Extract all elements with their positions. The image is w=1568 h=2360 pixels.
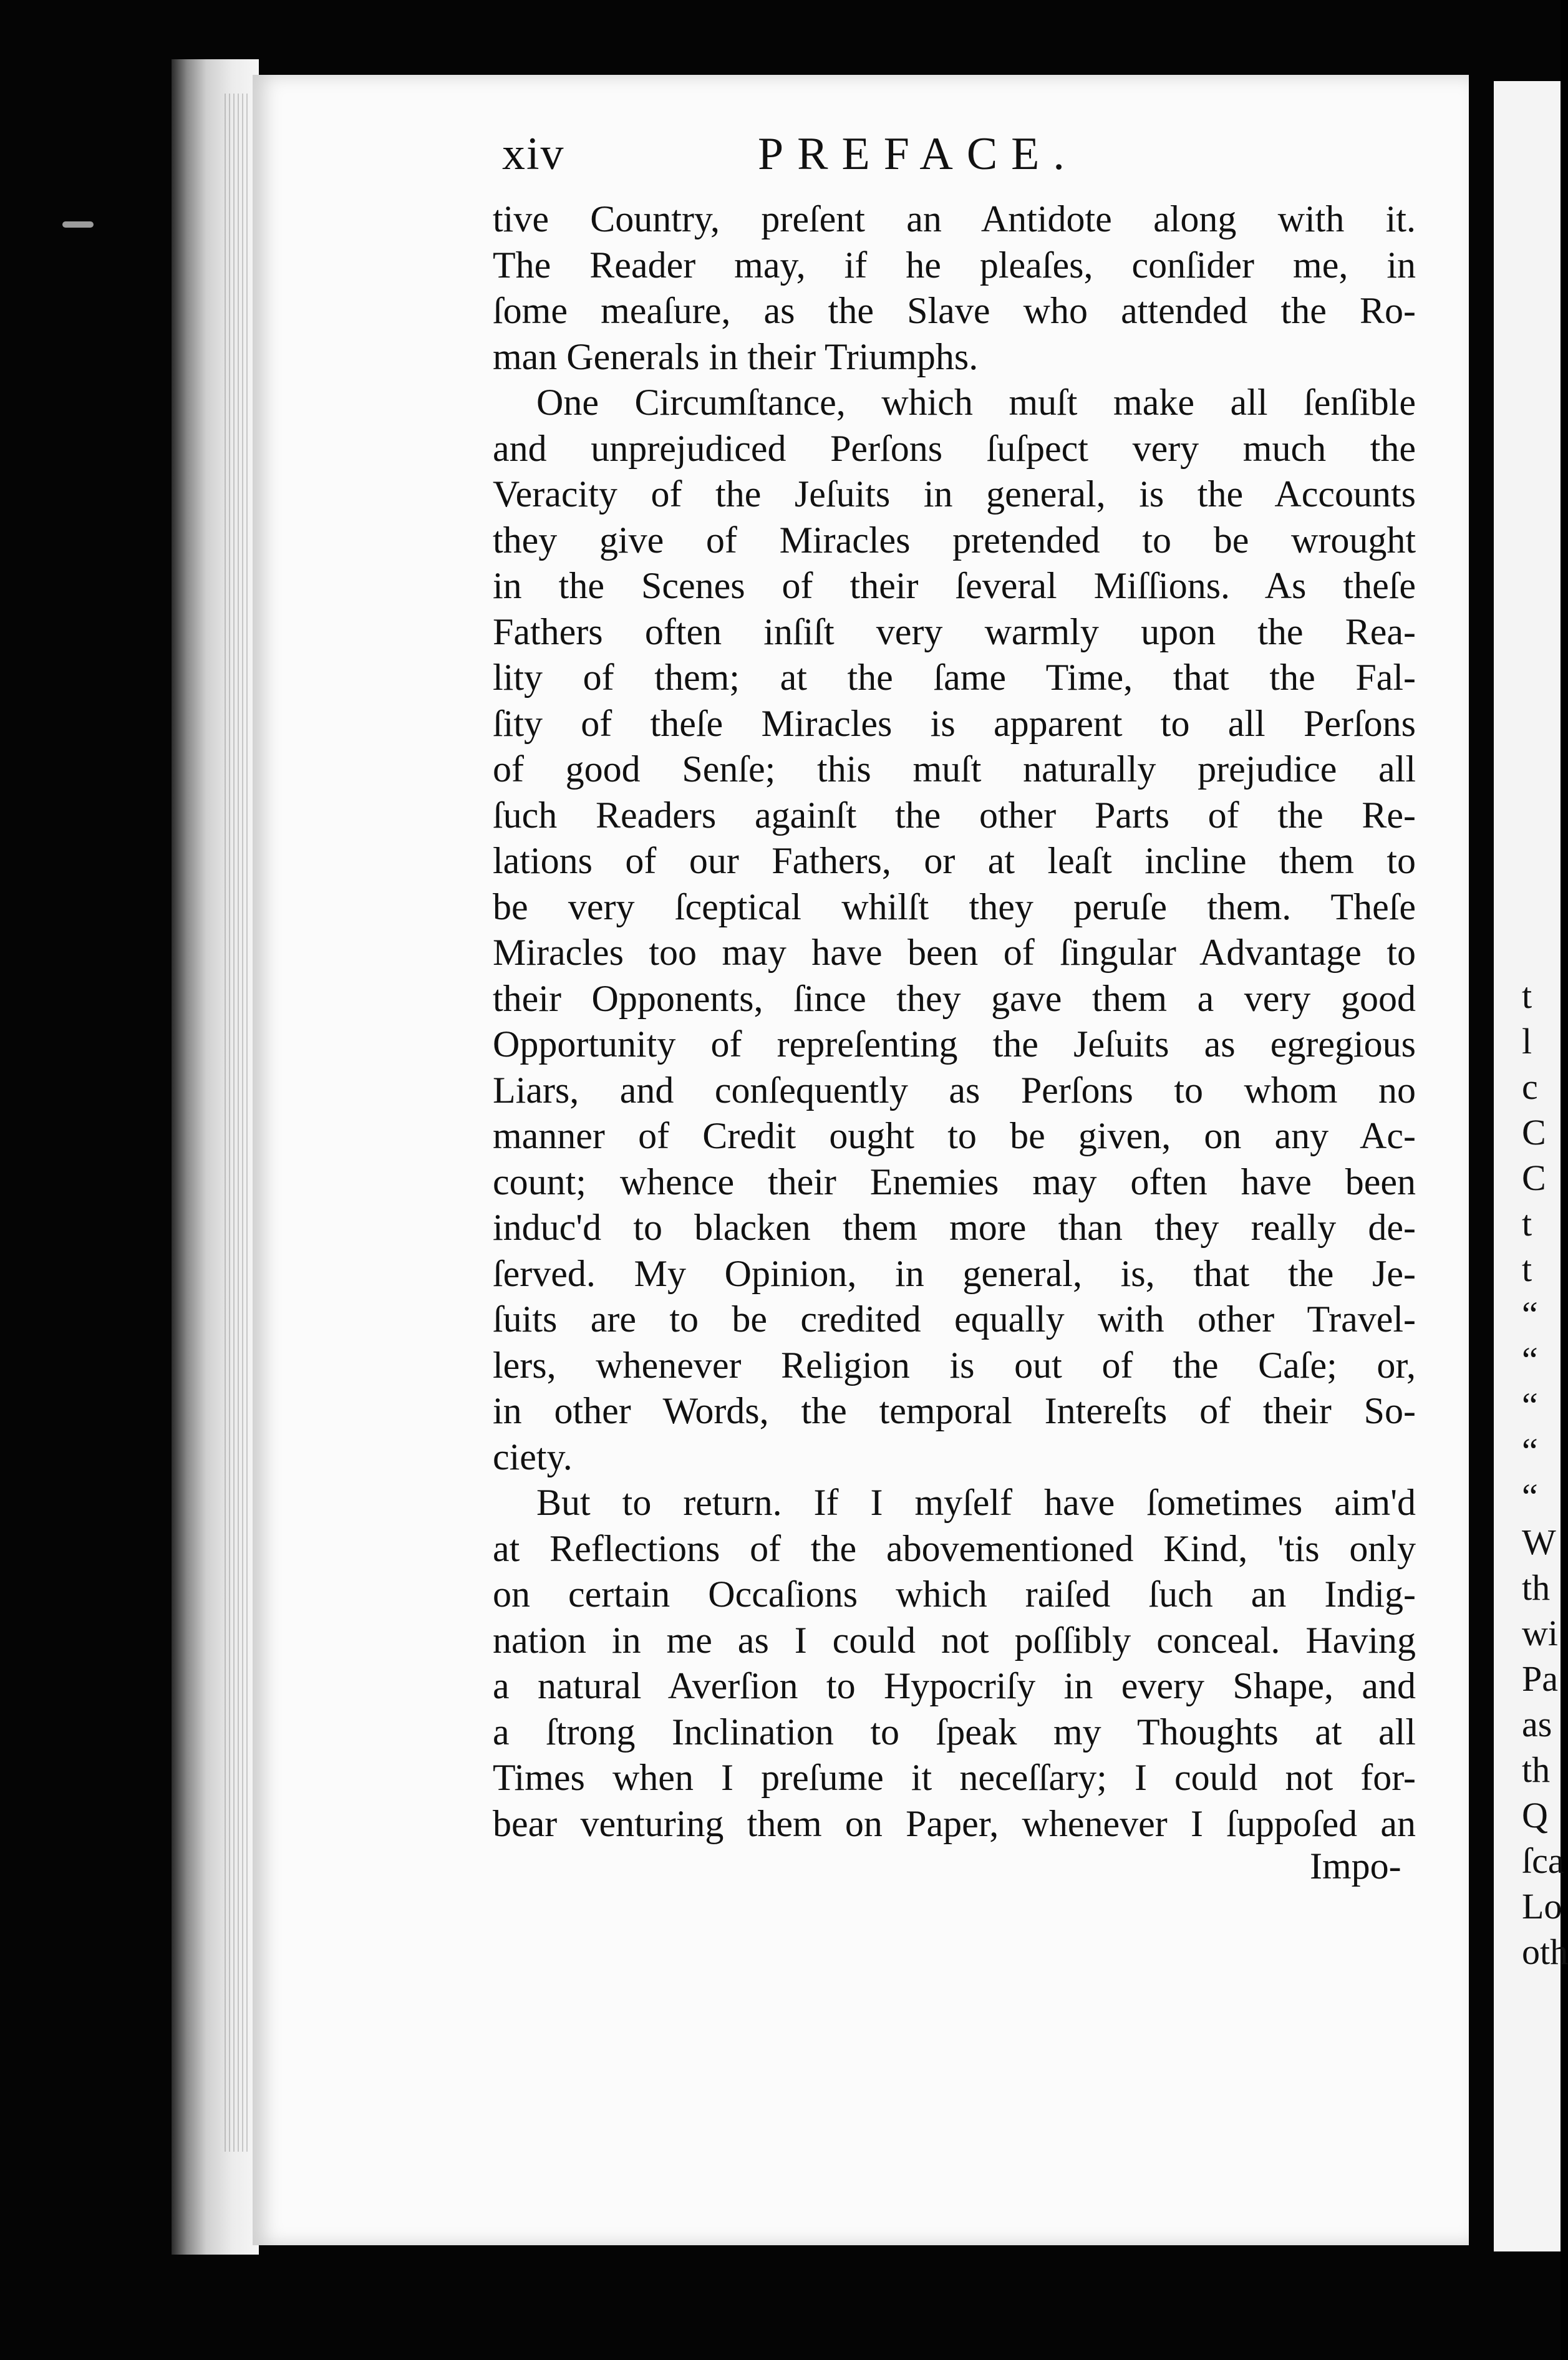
text-line: and unprejudiced Perſons ſuſpect very much the	[493, 427, 1416, 469]
facing-fragment: t	[1522, 1249, 1532, 1289]
page-number: xiv	[502, 128, 565, 180]
text-line: lations of our Fathers, or at leaſt incline them to	[493, 840, 1416, 881]
text-line: a ſtrong Inclination to ſpeak my Thoughts at all	[493, 1711, 1416, 1753]
text-line: Veracity of the Jeſuits in general, is the Accounts	[493, 473, 1416, 515]
text-line: in the Scenes of their ſeveral Miſſions. As theſe	[493, 565, 1416, 606]
text-line: manner of Credit ought to be given, on any Ac-	[493, 1115, 1416, 1156]
text-line: tive Country, preſent an Antidote along with it.	[493, 198, 1416, 239]
text-line: of good Senſe; this muſt naturally prejudice all	[493, 748, 1416, 790]
facing-fragment: th	[1522, 1567, 1551, 1608]
text-line: lity of them; at the ſame Time, that the Fal-	[493, 657, 1416, 698]
text-line: Times when I preſume it neceſſary; I could not for-	[493, 1757, 1416, 1798]
scan-edge-mark	[62, 221, 94, 228]
facing-fragment: “	[1522, 1431, 1538, 1471]
text-line: Opportunity of repreſenting the Jeſuits as egregious	[493, 1023, 1416, 1065]
running-title: PREFACE.	[758, 128, 1078, 180]
text-line: count; whence their Enemies may often have been	[493, 1161, 1416, 1202]
facing-fragment: Q	[1522, 1795, 1548, 1835]
facing-fragment: C	[1522, 1112, 1546, 1153]
text-line: nation in me as I could not poſſibly conceal. Having	[493, 1619, 1416, 1661]
facing-fragment: th	[1522, 1749, 1551, 1790]
text-line: lers, whenever Religion is out of the Caſe; or,	[493, 1344, 1416, 1386]
text-line: bear venturing them on Paper, whenever I ſuppoſed an	[493, 1802, 1416, 1844]
facing-fragment: oth	[1522, 1932, 1568, 1972]
catchword: Impo-	[1310, 1845, 1401, 1887]
text-line: ſerved. My Opinion, in general, is, that the Je-	[493, 1252, 1416, 1294]
text-line: The Reader may, if he pleaſes, conſider me, in	[493, 244, 1416, 286]
facing-fragment: l	[1522, 1021, 1532, 1062]
text-line: But to return. If I myſelf have ſometimes aim'd	[536, 1482, 1416, 1523]
facing-fragment: “	[1522, 1294, 1538, 1335]
text-line: ciety.	[493, 1436, 573, 1477]
text-line: they give of Miracles pretended to be wrought	[493, 519, 1416, 561]
facing-fragment: “	[1522, 1340, 1538, 1380]
facing-fragment: W	[1522, 1522, 1556, 1562]
text-line: ſuits are to be credited equally with other Travel-	[493, 1298, 1416, 1340]
facing-fragment: t	[1522, 975, 1532, 1016]
facing-fragment: c	[1522, 1066, 1538, 1107]
facing-page-fragments	[1522, 973, 1568, 1975]
text-line: Fathers often inſiſt very warmly upon the Rea-	[493, 611, 1416, 652]
text-line: man Generals in their Triumphs.	[493, 336, 979, 377]
page-edges	[225, 94, 249, 2152]
facing-fragment: C	[1522, 1158, 1546, 1198]
text-line: a natural Averſion to Hypocriſy in every Shape, and	[493, 1665, 1416, 1706]
facing-fragment: “	[1522, 1476, 1538, 1517]
text-line: ſuch Readers againſt the other Parts of the Re-	[493, 794, 1416, 836]
text-line: on certain Occaſions which raiſed ſuch an Indig-	[493, 1574, 1416, 1615]
text-line: Liars, and conſequently as Perſons to whom no	[493, 1069, 1416, 1111]
text-line: ſome meaſure, as the Slave who attended the Ro-	[493, 290, 1416, 331]
text-line: in other Words, the temporal Intereſts of their So-	[493, 1390, 1416, 1431]
facing-fragment: “	[1522, 1385, 1538, 1426]
text-line: their Opponents, ſince they gave them a very good	[493, 977, 1416, 1019]
text-line: Miracles too may have been of ſingular Advantage to	[493, 932, 1416, 973]
text-line: induc'd to blacken them more than they really de-	[493, 1207, 1416, 1248]
facing-fragment: t	[1522, 1203, 1532, 1244]
body-text	[493, 196, 1416, 1847]
text-line: One Circumſtance, which muſt make all ſenſible	[536, 382, 1416, 423]
facing-fragment: Pa	[1522, 1658, 1558, 1699]
text-line: be very ſceptical whilſt they peruſe them. Theſe	[493, 886, 1416, 927]
facing-fragment: wi	[1522, 1613, 1558, 1653]
facing-fragment: Lo	[1522, 1886, 1562, 1927]
text-line: ſity of theſe Miracles is apparent to all Perſons	[493, 702, 1416, 744]
facing-fragment: as	[1522, 1704, 1552, 1744]
page-header	[502, 128, 1435, 196]
text-line: at Reflections of the abovementioned Kind, 'tis only	[493, 1527, 1416, 1569]
facing-fragment: ſca	[1522, 1840, 1564, 1881]
